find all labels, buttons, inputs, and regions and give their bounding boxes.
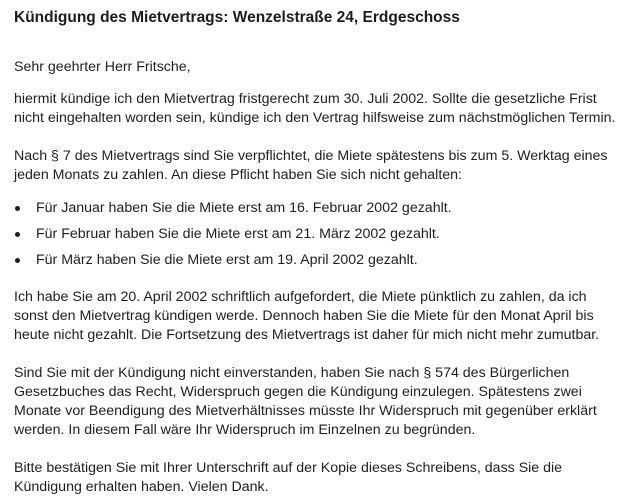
paragraph-objection: Sind Sie mit der Kündigung nicht einverstanden, haben Sie nach § 574 des Bürgerlichen Gesetzbuches das Recht, Widerspruch gegen die Kündigung einzulegen. Spätestens zwei Monate vor Beendigung des Mietverhältnisses müsste Ihr Widerspruch mit gegenüber erklärt werden. In diesem Fall wäre Ihr Widerspruch im Einzelnen zu begründen. bbox=[14, 365, 597, 438]
paragraph-termination: hiermit kündige ich den Mietvertrag fristgerecht zum 30. Juli 2002. Sollte die gesetzliche Frist nicht eingehalten worden sein, kündige ich den Vertrag hilfsweise zum nächstmöglichen Termin. bbox=[14, 91, 616, 126]
paragraph-obligation: Nach § 7 des Mietvertrags sind Sie verpflichtet, die Miete spätestens bis zum 5. Werktag eines jeden Monats zu zahlen. An diese Pflicht haben Sie sich nicht gehalten: bbox=[14, 148, 608, 183]
late-payment-list bbox=[14, 199, 621, 270]
list-item-text: Für Januar haben Sie die Miete erst am 16. Februar 2002 gezahlt. bbox=[36, 200, 452, 216]
salutation: Sehr geehrter Herr Fritsche, bbox=[14, 59, 191, 75]
bullet-icon bbox=[15, 206, 20, 211]
bullet-icon bbox=[15, 232, 20, 237]
list-item bbox=[14, 251, 621, 270]
list-item bbox=[14, 225, 621, 244]
list-item-text: Für Februar haben Sie die Miete erst am 21. März 2002 gezahlt. bbox=[36, 226, 440, 242]
list-item-text: Für März haben Sie die Miete erst am 19. April 2002 gezahlt. bbox=[36, 252, 418, 268]
list-item bbox=[14, 199, 621, 218]
paragraph-confirmation: Bitte bestätigen Sie mit Ihrer Unterschrift auf der Kopie dieses Schreibens, dass Sie die Kündigung erhalten haben. Vielen Dank. bbox=[14, 460, 563, 495]
letter-title: Kündigung des Mietvertrags: Wenzelstraße 24, Erdgeschoss bbox=[14, 9, 460, 26]
paragraph-reminder: Ich habe Sie am 20. April 2002 schriftlich aufgefordert, die Miete pünktlich zu zahlen, da ich sonst den Mietvertrag kündigen werde. Dennoch haben Sie die Miete für den Monat April bis heute nicht gezahlt. Die Fortsetzung des Mietvertrags ist daher für mich nicht mehr zumutbar. bbox=[14, 289, 600, 343]
bullet-icon bbox=[15, 258, 20, 263]
